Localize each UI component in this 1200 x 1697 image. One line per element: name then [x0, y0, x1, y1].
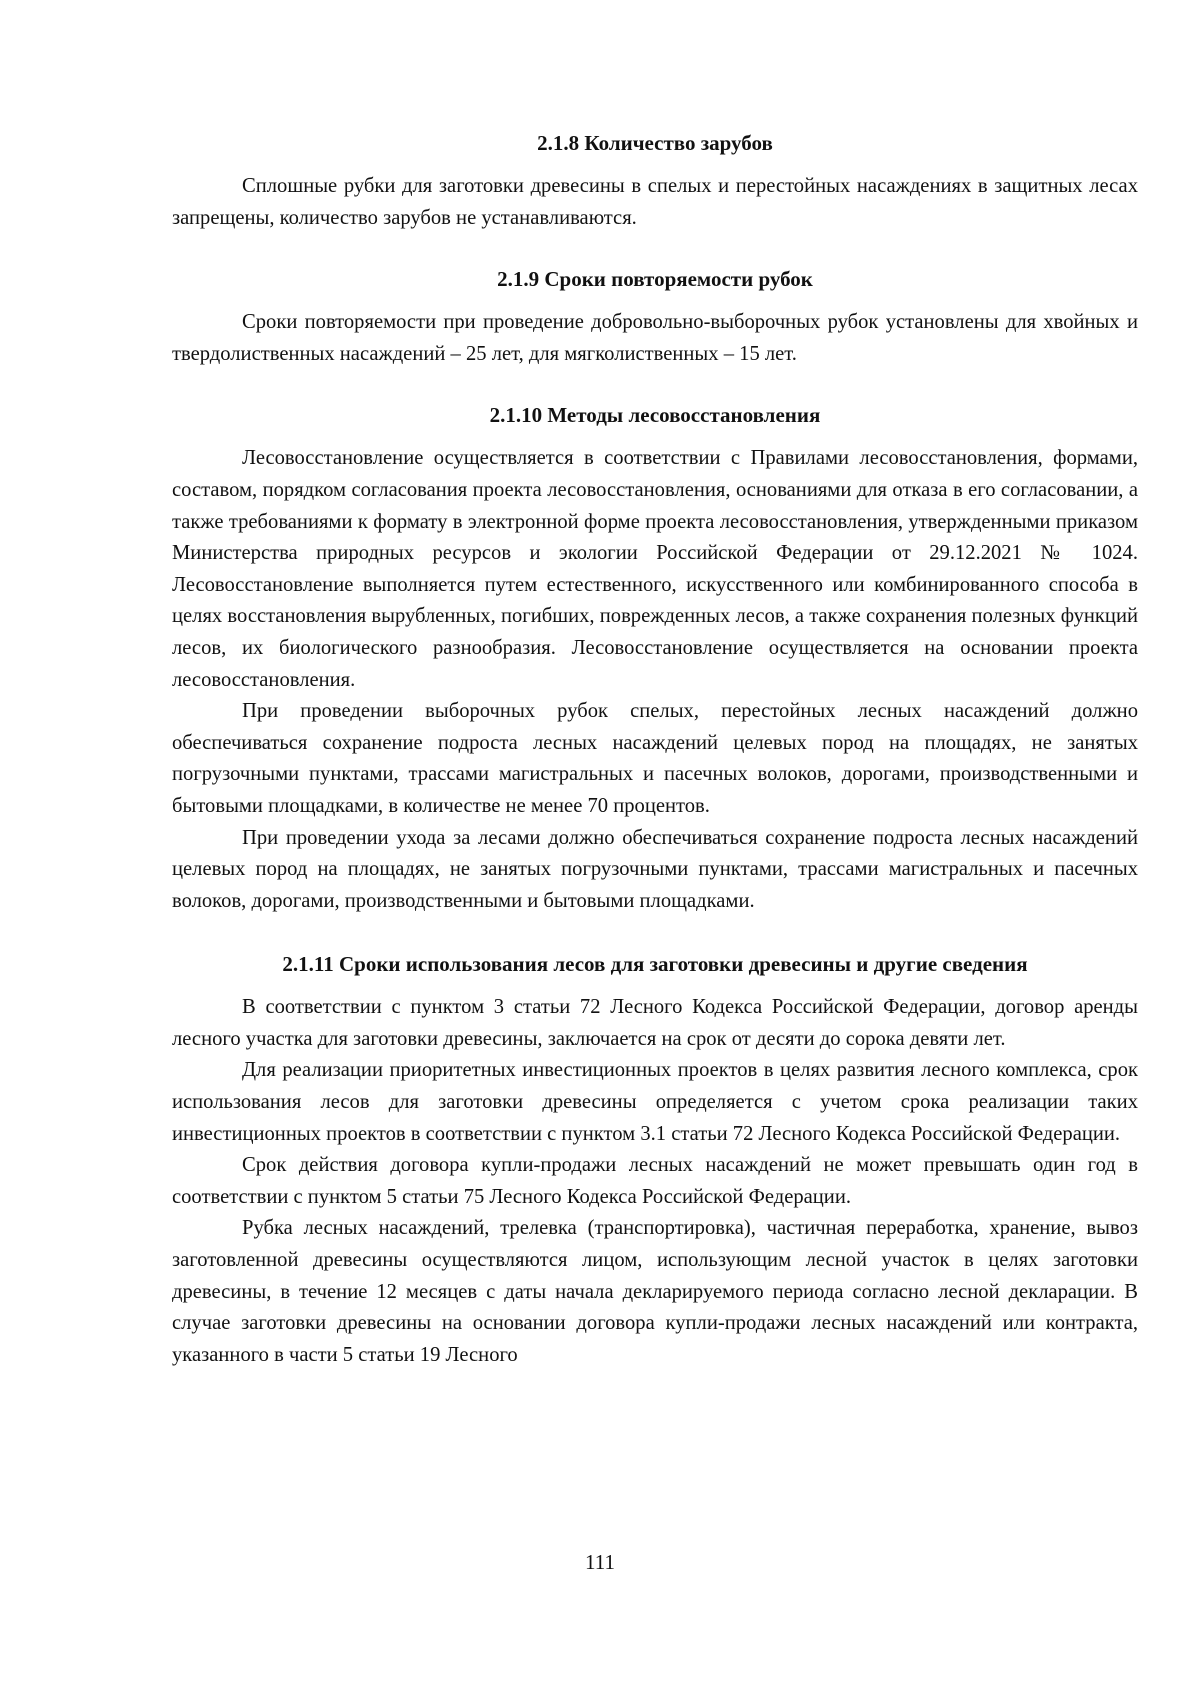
- section-2-1-8: [172, 128, 1138, 234]
- section-heading: 2.1.9 Сроки повторяемости рубок: [497, 267, 813, 292]
- paragraph: Для реализации приоритетных инвестиционных проектов в целях развития лесного комплекса, срок использования лесов для заготовки древесины определяется с учетом срока реализации таких инвестиционных проектов в соответствии с пунктом 3.1 статьи 72 Лесного Кодекса Российской Федерации.: [172, 1059, 1138, 1145]
- paragraph: Лесовосстановление осуществляется в соответствии с Правилами лесовосстановления, формами, составом, порядком согласования проекта лесовосстановления, основаниями для отказа в его согласовании, а также требованиями к формату в электронной форме проекта лесовосстановления, утвержденными приказом Министерства природных ресурсов и экологии Российской Федерации от 29.12.2021 № 1024. Лесовосстановление выполняется путем естественного, искусственного или комбинированного способа в целях восстановления вырубленных, погибших, поврежденных лесов, а также сохранения полезных функций лесов, их биологического разнообразия. Лесовосстановление осуществляется на основании проекта лесовосстановления.: [172, 447, 1138, 691]
- page-number: 111: [585, 1550, 615, 1574]
- paragraph: Сроки повторяемости при проведение добровольно-выборочных рубок установлены для хвойных и твердолиственных насаждений – 25 лет, для мягколиственных – 15 лет.: [172, 311, 1138, 365]
- paragraph: Срок действия договора купли-продажи лесных насаждений не может превышать один год в соответствии с пунктом 5 статьи 75 Лесного Кодекса Российской Федерации.: [172, 1154, 1138, 1208]
- section-heading: 2.1.10 Методы лесовосстановления: [489, 403, 821, 428]
- paragraph: Рубка лесных насаждений, трелевка (транспортировка), частичная переработка, хранение, вывоз заготовленной древесины осуществляются лицом, использующим лесной участок в целях заготовки древесины, в течение 12 месяцев с даты начала декларируемого периода согласно лесной декларации. В случае заготовки древесины на основании договора купли-продажи лесных насаждений или контракта, указанного в части 5 статьи 19 Лесного: [172, 1217, 1138, 1366]
- document-page: [172, 128, 1138, 1371]
- section-2-1-9: [172, 264, 1138, 370]
- paragraph: При проведении выборочных рубок спелых, перестойных лесных насаждений должно обеспечиваться сохранение подроста лесных насаждений целевых пород на площадях, не занятых погрузочными пунктами, трассами магистральных и пасечных волоков, дорогами, производственными и бытовыми площадками, в количестве не менее 70 процентов.: [172, 700, 1138, 817]
- paragraph: Сплошные рубки для заготовки древесины в спелых и перестойных насаждениях в защитных лесах запрещены, количество зарубов не устанавливаются.: [172, 175, 1138, 229]
- paragraph: При проведении ухода за лесами должно обеспечиваться сохранение подроста лесных насаждений целевых пород на площадях, не занятых погрузочными пунктами, трассами магистральных и пасечных волоков, дорогами, производственными и бытовыми площадками.: [172, 826, 1138, 912]
- paragraph: В соответствии с пунктом 3 статьи 72 Лесного Кодекса Российской Федерации, договор аренды лесного участка для заготовки древесины, заключается на срок от десяти до сорока девяти лет.: [172, 996, 1138, 1050]
- section-2-1-10: [172, 400, 1138, 917]
- section-2-1-11: [172, 949, 1138, 1371]
- section-heading: 2.1.11 Сроки использования лесов для заготовки древесины и другие сведения: [282, 952, 1028, 977]
- section-heading: 2.1.8 Количество зарубов: [537, 131, 773, 155]
